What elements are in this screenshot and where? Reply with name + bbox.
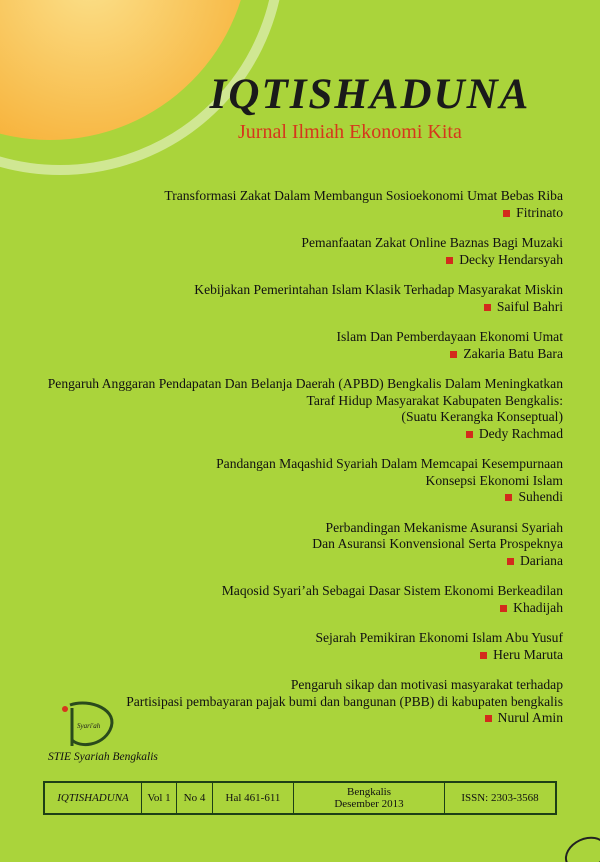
- article-author: Saiful Bahri: [23, 299, 563, 316]
- issue-info-bar: [43, 781, 557, 815]
- article-entry: [23, 376, 563, 442]
- article-entry: [23, 188, 563, 221]
- article-entry: [23, 235, 563, 268]
- info-issn: ISSN: 2303-3568: [461, 792, 539, 804]
- article-title-line: Pemanfaatan Zakat Online Baznas Bagi Muzaki: [301, 235, 563, 250]
- info-place: Bengkalis: [347, 786, 391, 798]
- article-entry: [23, 630, 563, 663]
- article-author: Dariana: [23, 553, 563, 570]
- info-date: Desember 2013: [334, 798, 404, 810]
- article-author: Dedy Rachmad: [23, 426, 563, 443]
- info-volume: Vol 1: [142, 783, 177, 813]
- handwritten-mark: [559, 830, 600, 862]
- article-title-line: Taraf Hidup Masyarakat Kabupaten Bengkalis:: [306, 392, 563, 408]
- info-number: No 4: [177, 783, 213, 813]
- article-entry: [23, 329, 563, 362]
- article-author: Zakaria Batu Bara: [23, 346, 563, 363]
- info-pages: Hal 461-611: [213, 783, 294, 813]
- article-list: [23, 188, 563, 741]
- article-entry: [23, 583, 563, 616]
- article-title-line: Pandangan Maqashid Syariah Dalam Memcapai Kesempurnaan: [216, 456, 563, 471]
- article-title-line: Dan Asuransi Konvensional Serta Prospeknya: [312, 536, 563, 551]
- article-author: Heru Maruta: [23, 647, 563, 664]
- info-place-date: [294, 783, 445, 813]
- article-title-line: Pengaruh sikap dan motivasi masyarakat terhadap: [290, 677, 563, 692]
- article-title-line: Maqosid Syari’ah Sebagai Dasar Sistem Ekonomi Berkeadilan: [221, 583, 563, 598]
- article-title-line: Pengaruh Anggaran Pendapatan Dan Belanja Daerah (APBD) Bengkalis Dalam Meningkatkan: [47, 376, 563, 391]
- article-title-line: (Suatu Kerangka Konseptual): [401, 409, 563, 424]
- journal-subtitle: Jurnal Ilmiah Ekonomi Kita: [238, 121, 462, 143]
- info-journal-name: IQTISHADUNA: [45, 783, 142, 813]
- article-author: Suhendi: [23, 489, 563, 506]
- logo-text: Syari'ah: [77, 722, 101, 730]
- article-author: Decky Hendarsyah: [23, 252, 563, 269]
- article-entry: [23, 520, 563, 570]
- article-title-line: Transformasi Zakat Dalam Membangun Sosioekonomi Umat Bebas Riba: [164, 188, 563, 203]
- article-title-line: Perbandingan Mekanisme Asuransi Syariah: [325, 519, 563, 535]
- article-title-line: Sejarah Pemikiran Ekonomi Islam Abu Yusuf: [315, 630, 563, 645]
- article-title-line: Partisipasi pembayaran pajak bumi dan bangunan (PBB) di kabupaten bengkalis: [126, 693, 563, 709]
- article-title-line: Konsepsi Ekonomi Islam: [425, 472, 563, 488]
- article-title-line: Islam Dan Pemberdayaan Ekonomi Umat: [336, 329, 563, 344]
- article-title-line: Kebijakan Pemerintahan Islam Klasik Terhadap Masyarakat Miskin: [194, 282, 563, 297]
- article-entry: [23, 282, 563, 315]
- stie-logo-icon: [50, 700, 130, 750]
- article-author: Khadijah: [23, 600, 563, 617]
- article-author: Fitrinato: [23, 205, 563, 222]
- institution-name: STIE Syariah Bengkalis: [48, 751, 158, 763]
- journal-title: IQTISHADUNA: [209, 71, 531, 118]
- article-entry: [23, 456, 563, 506]
- article-author: Nurul Amin: [23, 710, 563, 727]
